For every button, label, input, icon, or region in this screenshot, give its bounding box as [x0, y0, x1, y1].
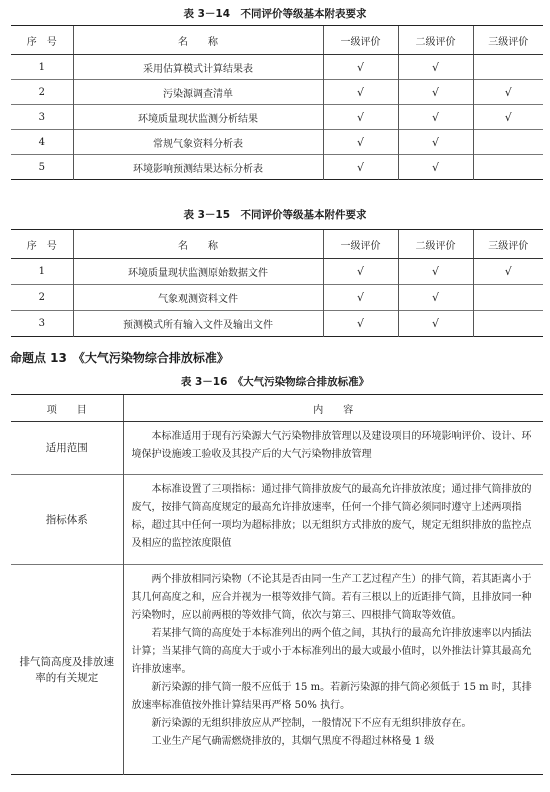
check-mark-level2: √	[398, 130, 473, 155]
check-mark-level1: √	[323, 55, 398, 80]
row-number: 5	[38, 161, 45, 173]
table15-caption: 表 3－15 不同评价等级基本附件要求	[183, 209, 367, 221]
check-mark-level2: √	[398, 311, 473, 337]
check-mark-level1: √	[323, 155, 398, 180]
table-row	[11, 565, 543, 775]
row-name: 常规气象资料分析表	[73, 130, 323, 155]
row-content-indicators	[123, 475, 543, 565]
content-paragraph: 新污染源的排气筒一般不应低于 15 m。若新污染源的排气筒必须低于 15 m 时，其排放速率标准值按外推计算结果再严格 50% 执行。	[131, 682, 532, 711]
section-heading: 命题点 13 《大气污染物综合排放标准》	[10, 351, 229, 365]
check-mark-level3	[473, 55, 543, 80]
table14-header-level2: 二级评价	[398, 26, 473, 55]
row-name: 环境影响预测结果达标分析表	[73, 155, 323, 180]
table14-header-name: 名 称	[73, 26, 323, 55]
row-name: 预测模式所有输入文件及输出文件	[73, 311, 323, 337]
check-mark-level3	[473, 155, 543, 180]
table-row	[11, 259, 543, 285]
table15-header-level3: 三级评价	[473, 230, 543, 259]
check-mark-level2: √	[398, 80, 473, 105]
table-row	[11, 475, 543, 565]
table16	[11, 394, 543, 775]
table-row	[11, 285, 543, 311]
content-paragraph: 本标准适用于现有污染源大气污染物排放管理以及建设项目的环境影响评价、设计、环境保护设施竣工验收及其投产后的大气污染物排放管理	[131, 431, 532, 460]
table-row	[11, 155, 543, 180]
content-paragraph: 新污染源的无组织排放应从严控制，一般情况下不应有无组织排放存在。	[151, 718, 472, 729]
check-mark-level1: √	[323, 285, 398, 311]
row-number: 3	[38, 318, 45, 329]
content-paragraph: 本标准设置了三项指标：通过排气筒排放废气的最高允许排放浓度；通过排气筒排放的废气，按排气筒高度规定的最高允许排放速率，任何一个排气筒必须同时遵守上述两项指标，超过其中任何一项均为超标排放；以无组织方式排放的废气，规定无组织排放的监控点及相应的监控浓度限值	[131, 484, 532, 549]
row-name: 环境质量现状监测分析结果	[73, 105, 323, 130]
content-paragraph: 工业生产尾气确需燃烧排放的，其烟气黑度不得超过林格曼 1 级	[151, 736, 435, 747]
table15-header-row	[11, 230, 543, 259]
row-number: 3	[38, 111, 45, 123]
table14-caption: 表 3－14 不同评价等级基本附表要求	[183, 8, 367, 20]
content-paragraph: 若某排气筒的高度处于本标准列出的两个值之间，其执行的最高允许排放速率以内插法计算；当某排气筒的高度大于或小于本标准列出的最大或最小值时，以外推法计算其最高允许排放速率。	[131, 628, 532, 675]
table-row	[11, 311, 543, 337]
row-content-stack-rules	[123, 565, 543, 775]
table-row	[11, 105, 543, 130]
content-paragraph: 两个排放相同污染物（不论其是否由同一生产工艺过程产生）的排气筒，若其距离小于其几何高度之和，应合并视为一根等效排气筒。若有三根以上的近距排气筒，且排放同一种污染物时，应以前两根的等效排气筒，依次与第三、四根排气筒取等效值。	[131, 574, 532, 621]
row-name: 污染源调查清单	[73, 80, 323, 105]
check-mark-level1: √	[323, 259, 398, 285]
check-mark-level3: √	[473, 105, 543, 130]
row-item-indicators: 指标体系	[45, 513, 88, 526]
check-mark-level3	[473, 311, 543, 337]
row-name: 气象观测资料文件	[73, 285, 323, 311]
row-number: 2	[38, 86, 45, 98]
row-number: 2	[38, 292, 45, 303]
table14-header-level1: 一级评价	[323, 26, 398, 55]
check-mark-level3: √	[473, 259, 543, 285]
check-mark-level3	[473, 285, 543, 311]
table15-header-name: 名 称	[73, 230, 323, 259]
row-item-stack-rules: 排气筒高度及排放速率的有关规定	[19, 655, 114, 684]
table16-header-row	[11, 395, 543, 422]
table14-header-row	[11, 26, 543, 55]
table15	[11, 229, 543, 337]
row-item-scope: 适用范围	[45, 442, 88, 454]
check-mark-level1: √	[323, 130, 398, 155]
table-row	[11, 55, 543, 80]
check-mark-level2: √	[398, 285, 473, 311]
table16-header-item: 项 目	[11, 395, 123, 422]
check-mark-level1: √	[323, 311, 398, 337]
check-mark-level1: √	[323, 105, 398, 130]
row-name: 环境质量现状监测原始数据文件	[73, 259, 323, 285]
check-mark-level2: √	[398, 259, 473, 285]
table-row	[11, 80, 543, 105]
table-row	[11, 422, 543, 475]
table14-header-level3: 三级评价	[473, 26, 543, 55]
table15-header-level2: 二级评价	[398, 230, 473, 259]
check-mark-level3: √	[473, 80, 543, 105]
check-mark-level3	[473, 130, 543, 155]
check-mark-level2: √	[398, 105, 473, 130]
row-number: 4	[38, 136, 45, 148]
table-row	[11, 130, 543, 155]
check-mark-level1: √	[323, 80, 398, 105]
check-mark-level2: √	[398, 55, 473, 80]
row-number: 1	[38, 61, 45, 73]
table14	[11, 25, 543, 180]
table14-header-no: 序 号	[11, 26, 73, 55]
row-content-scope	[123, 422, 543, 475]
table15-header-no: 序 号	[11, 230, 73, 259]
row-name: 采用估算模式计算结果表	[73, 55, 323, 80]
table15-header-level1: 一级评价	[323, 230, 398, 259]
check-mark-level2: √	[398, 155, 473, 180]
table16-caption: 表 3－16 《大气污染物综合排放标准》	[180, 376, 370, 388]
table16-header-content: 内 容	[123, 395, 543, 422]
row-number: 1	[38, 266, 45, 277]
